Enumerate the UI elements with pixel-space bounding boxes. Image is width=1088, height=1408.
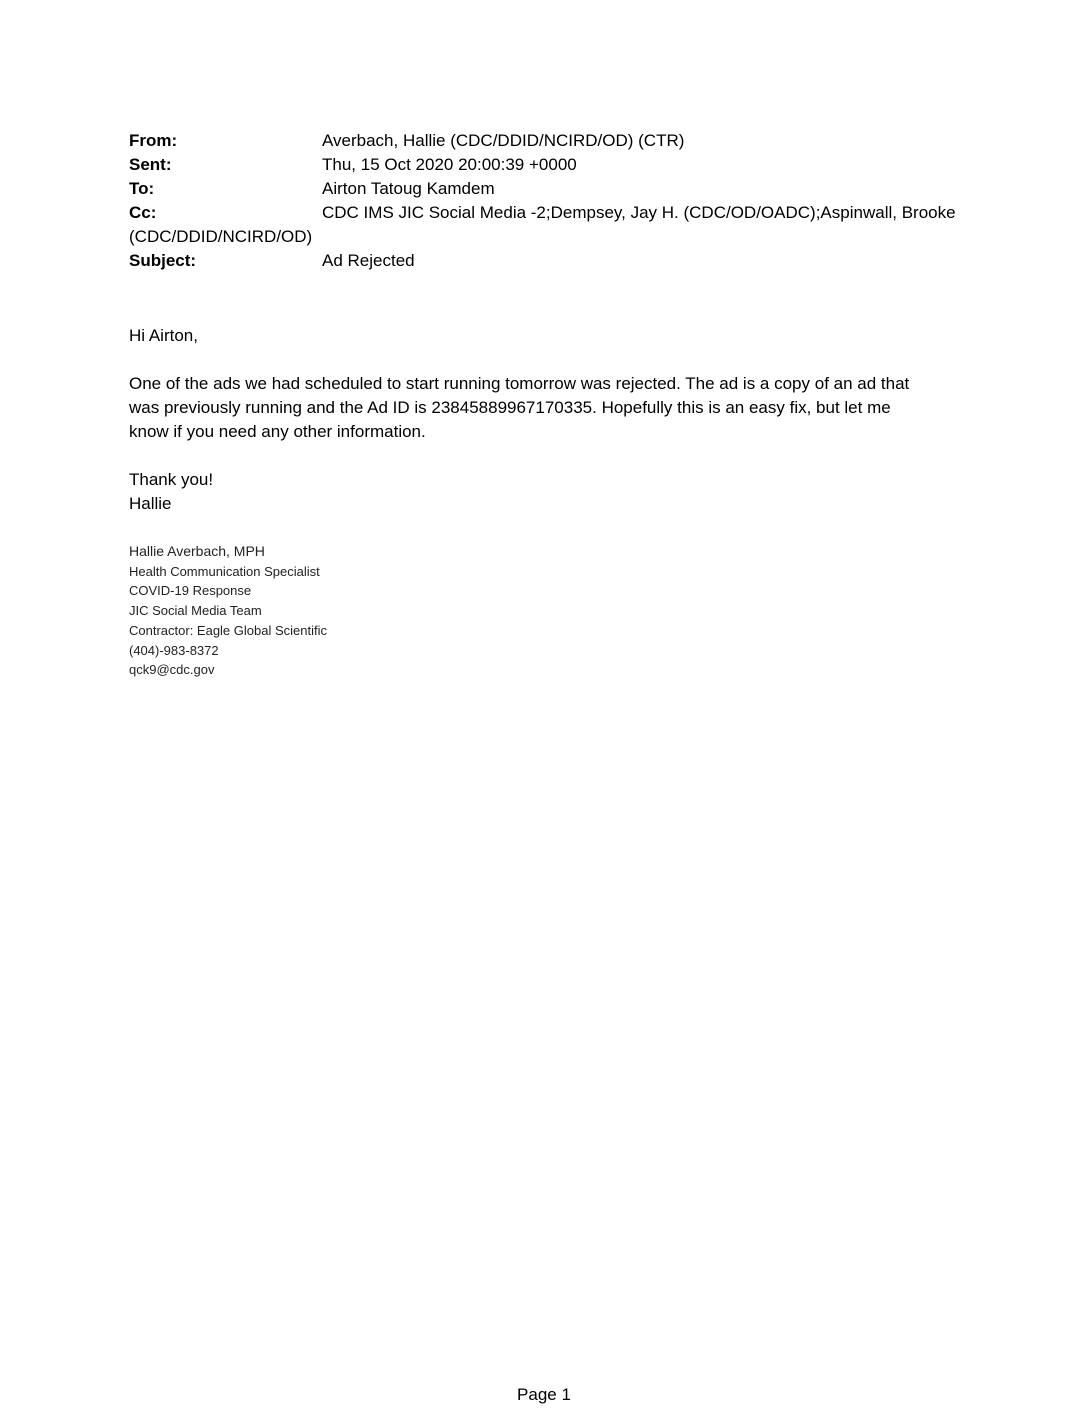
cc-row (129, 201, 969, 225)
signature-phone: (404)-983-8372 (129, 642, 219, 658)
page-number: Page 1 (517, 1385, 571, 1404)
paragraph-line-1: One of the ads we had scheduled to start running tomorrow was rejected. The ad is a copy of an ad that (129, 374, 910, 393)
cc-value-line2: (CDC/DDID/NCIRD/OD) (129, 227, 313, 246)
signature-title: Health Communication Specialist (129, 563, 320, 579)
to-value: Airton Tatoug Kamdem (322, 179, 495, 198)
sender-first-name: Hallie (129, 494, 172, 513)
signature-response: COVID-19 Response (129, 583, 252, 599)
message-paragraph (129, 372, 969, 444)
sent-row (129, 153, 969, 177)
subject-value: Ad Rejected (322, 251, 415, 270)
subject-row (129, 249, 969, 273)
subject-label: Subject: (129, 251, 197, 270)
to-label: To: (129, 179, 155, 198)
to-row (129, 177, 969, 201)
from-value: Averbach, Hallie (CDC/DDID/NCIRD/OD) (CTR) (322, 131, 685, 150)
signature-email: qck9@cdc.gov (129, 662, 215, 678)
from-row (129, 129, 969, 153)
signature-contractor: Contractor: Eagle Global Scientific (129, 622, 327, 638)
email-header (129, 129, 969, 273)
greeting: Hi Airton, (129, 326, 198, 345)
signature-name: Hallie Averbach, MPH (129, 543, 265, 559)
sent-label: Sent: (129, 155, 172, 174)
signature-block (129, 542, 327, 680)
cc-label: Cc: (129, 203, 157, 222)
closing: Thank you! (129, 470, 214, 489)
from-label: From: (129, 131, 178, 150)
cc-value-line1: CDC IMS JIC Social Media -2;Dempsey, Jay H. (CDC/OD/OADC);Aspinwall, Brooke (322, 203, 956, 222)
paragraph-line-2: was previously running and the Ad ID is 23845889967170335. Hopefully this is an easy fix, but let me (129, 398, 891, 417)
paragraph-line-3: know if you need any other information. (129, 422, 426, 441)
signature-team: JIC Social Media Team (129, 603, 262, 619)
email-body (129, 324, 969, 516)
sent-value: Thu, 15 Oct 2020 20:00:39 +0000 (322, 155, 577, 174)
